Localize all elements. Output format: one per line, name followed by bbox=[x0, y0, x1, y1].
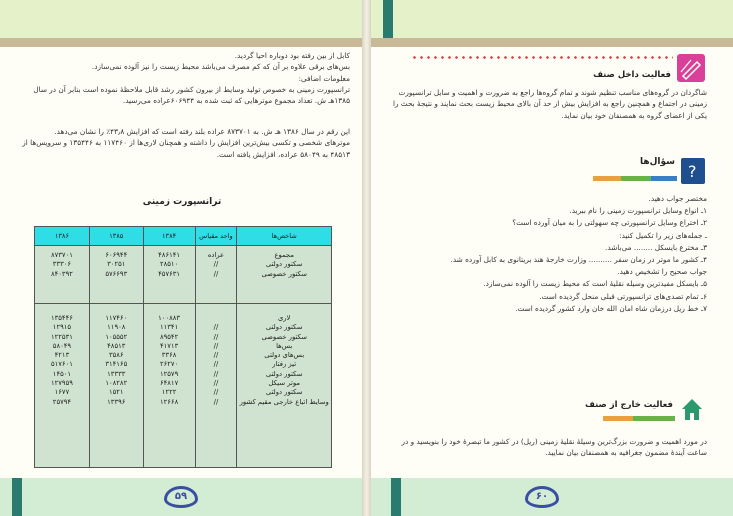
home-activity-text: در مورد اهمیت و ضرورت بزرگ‌ترین وسیلهٔ نقلیهٔ زمینی (ریل) در کشور ما تبصرهٔ خود را بنویسید و در ساعت آیندهٔ مضمون جغرافیه به همصنفان بیان نمایید. bbox=[401, 437, 707, 458]
questions-title: سؤال‌ها bbox=[639, 157, 675, 167]
table-row bbox=[35, 246, 332, 304]
color-strip bbox=[651, 176, 677, 181]
top-band bbox=[0, 0, 362, 38]
header-1384: ۱۳۸۴ bbox=[143, 227, 195, 246]
top-band bbox=[371, 0, 733, 38]
left-intro-text: کابل از بین رفته بود دوباره احیا گردید. بس‌های برقی علاوه بر آن که کم مصرف می‌باشد محیط زیست را نیز آلوده نمی‌سازد. معلومات اضافی: ترانسپورت زمینی به خصوص تولید وسایط از بیرون کشور رشد قابل ملاحظهٔ نموده است بنابر آن در سال ۱۳۸۵هـ ش. تعداد مجموع موترهایی که ثبت شده به ۶۰۶۹۴۴عراده می‌رسید. bbox=[33, 51, 350, 106]
accent-bar bbox=[383, 0, 393, 38]
right-page bbox=[371, 0, 733, 516]
cell-units: عراده // // bbox=[195, 246, 237, 304]
questions-list: مختصر جواب دهید. ۱ـ انواع وسایل ترانسپورت زمینی را نام ببرید. ۲ـ اختراع وسایل ترانسپورتی چه سهولتی را به میان آورده است؟ ـ جمله‌های زیر را تکمیل کنید: ۳ـ مخترع بایسکل ........ می‌باشد. ۴ـ کشور ما موتر در زمان سفر .......... وزارت خارجهٔ هند بریتانوی به کابل آورده شد. جواب صحیح را تشخیص دهید. ۵ـ بایسکل مفیدترین وسیله نقلیهٔ است که محیط زیست را آلوده نمی‌سازد. ۶ـ تمام تصدی‌های ترانسپورتی قبلی منحل گردیده است. ۷ـ خط ریل درزمان شاه امان الله خان وارد کشور گردیده است. bbox=[450, 194, 707, 313]
cell-1385: ۱۱۷۴۶۰ ۱۱۹۰۸ ۱۰۵۵۵۲ ۴۸۵۱۳ ۳۵۸۶ ۳۱۴۱۶۵ ۱۳۳۳۳ ۱۰۸۲۸۲ ۱۵۲۱ ۱۳۳۹۶ bbox=[89, 304, 143, 468]
color-strip bbox=[621, 176, 651, 181]
top-rule bbox=[371, 38, 733, 47]
color-strip bbox=[603, 416, 633, 421]
activity-text: شاگردان در گروه‌های مناسب تنظیم شوند و تمام گروه‌ها راجع به ضرورت و اهمیت و سایل ترانسپورت زمینی در اجتماع و همچنین راجع به افزایش بیش از حد آن بالای محیط زیست بحث نمایند و نتیجهٔ بحث را یکی از اعضای گروه به همصنفان خود بیان نماید. bbox=[392, 88, 707, 120]
color-strip bbox=[633, 416, 675, 421]
cell-1384: ۱۰۰۸۸۳ ۱۱۳۴۱ ۸۹۵۴۲ ۴۱۷۱۳ ۳۳۶۸ ۲۶۲۷۰ ۱۲۵۷۹ ۶۴۸۱۷ ۱۲۲۲ ۱۲۶۶۸ bbox=[143, 304, 195, 468]
book-gutter bbox=[362, 0, 371, 516]
header-1385: ۱۳۸۵ bbox=[89, 227, 143, 246]
header-indicators: شاخص‌ها bbox=[237, 227, 332, 246]
cell-1386: ۸۷۳۷۰۱ ۳۳۳۰۶ ۸۴۰۳۹۲ bbox=[35, 246, 90, 304]
house-icon bbox=[679, 396, 705, 422]
header-unit: واحد مقیاس bbox=[195, 227, 237, 246]
accent-bar bbox=[12, 478, 22, 516]
dotted-divider bbox=[411, 56, 673, 59]
left-page bbox=[0, 0, 362, 516]
page-number-right: ۶۰ bbox=[525, 486, 559, 508]
cell-1386: ۱۳۵۴۴۶ ۱۲۹۱۵ ۱۲۲۵۳۱ ۵۸۰۴۹ ۴۲۱۳ ۵۱۷۶۰۱ ۱۴۵۰۱ ۱۲۷۹۵۹ ۱۶۷۷ ۲۵۷۹۴ bbox=[35, 304, 90, 468]
cell-units: // // // // // // // // // bbox=[195, 304, 237, 468]
cell-indicators: لاری سکتور دولتی سکتور خصوصی بس‌ها بس‌های دولتی تیز رفتار سکتور دولتی موتر سیکل سکتور دولتی وسایط اتباع خارجی مقیم کشور bbox=[237, 304, 332, 468]
left-para2-text: این رقم در سال ۱۳۸۶ هـ ش. به ۸۷۳۷۰۱ عراده بلند رفته است که افزایش ۴۳٫۸٪ را نشان می‌دهد. موترهای شخصی و تکسی بیش‌ترین افزایش را داشته و همچنان لاری‌ها از ۱۱۷۴۶۰ به ۱۳۵۴۴۶ و سرویس‌ها از ۴۸۵۱۳ به ۵۸۰۴۹ عراده، افزایش یافته است. bbox=[22, 127, 350, 159]
pencil-hand-icon bbox=[677, 54, 705, 82]
table-title: ترانسپورت زمینی bbox=[142, 197, 222, 207]
table-header-row bbox=[35, 227, 332, 246]
activity-title: فعالیت داخل صنف bbox=[593, 70, 671, 80]
cell-1384: ۴۸۶۱۴۱ ۲۸۵۱۰ ۴۵۷۶۳۱ bbox=[143, 246, 195, 304]
cell-indicators: مجموع سکتور دولتی سکتور خصوصی bbox=[237, 246, 332, 304]
table-row bbox=[35, 304, 332, 468]
question-icon bbox=[681, 158, 705, 184]
accent-bar bbox=[391, 478, 401, 516]
transport-table bbox=[34, 226, 332, 468]
header-1386: ۱۳۸۶ bbox=[35, 227, 90, 246]
page-number-left: ۵۹ bbox=[164, 486, 198, 508]
cell-1385: ۶۰۶۹۴۴ ۳۰۲۵۱ ۵۷۶۶۹۳ bbox=[89, 246, 143, 304]
home-activity-title: فعالیت خارج از صنف bbox=[584, 400, 673, 410]
top-rule bbox=[0, 38, 362, 47]
color-strip bbox=[593, 176, 621, 181]
svg-text:?: ? bbox=[688, 162, 697, 181]
